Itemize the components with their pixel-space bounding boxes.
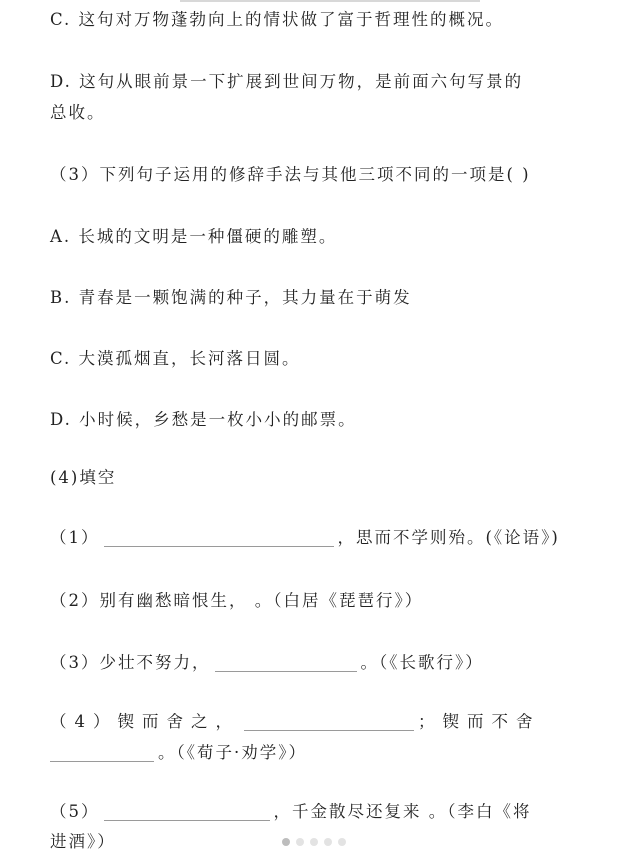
pagination-dot[interactable] bbox=[310, 838, 318, 846]
fill-4-suffix: 。（《荀子·劝学》） bbox=[158, 743, 307, 762]
fill-3-prefix: （3）少壮不努力， bbox=[50, 653, 211, 672]
pagination-dots[interactable] bbox=[282, 838, 346, 846]
fill-item-4-line-1 bbox=[50, 706, 541, 738]
pagination-dot[interactable] bbox=[296, 838, 304, 846]
question-4-title: (4)填空 bbox=[50, 468, 117, 487]
fill-item-5-line-2: 进酒》） bbox=[50, 832, 116, 851]
fill-1-suffix: ，思而不学则殆。(《论语》) bbox=[337, 528, 560, 547]
option-a: A. 长城的文明是一种僵硬的雕塑。 bbox=[50, 227, 338, 246]
fill-4-blank-1[interactable] bbox=[244, 712, 414, 731]
question-3-title: （3）下列句子运用的修辞手法与其他三项不同的一项是( ) bbox=[50, 165, 531, 184]
fill-1-prefix: （1） bbox=[50, 528, 100, 547]
fill-1-blank[interactable] bbox=[104, 528, 334, 547]
option-c: C. 大漠孤烟直，长河落日圆。 bbox=[50, 349, 301, 368]
pagination-dot[interactable] bbox=[324, 838, 332, 846]
fill-item-3 bbox=[50, 647, 484, 679]
option-c-line-1: C. 这句对万物蓬勃向上的情状做了富于哲理性的概况。 bbox=[50, 10, 505, 29]
fill-3-suffix: 。（《长歌行》） bbox=[360, 653, 484, 672]
fill-item-4-line-2 bbox=[50, 737, 307, 769]
fill-item-5-line-1 bbox=[50, 796, 532, 828]
fill-3-blank[interactable] bbox=[215, 653, 357, 672]
pagination-dot[interactable] bbox=[338, 838, 346, 846]
pagination-dot[interactable] bbox=[282, 838, 290, 846]
top-edge-mark bbox=[180, 0, 480, 2]
fill-item-1 bbox=[50, 522, 560, 554]
fill-5-blank[interactable] bbox=[104, 802, 270, 821]
option-d-line-1: D. 这句从眼前景一下扩展到世间万物，是前面六句写景的 bbox=[50, 72, 524, 91]
option-d-line-2: 总收。 bbox=[50, 103, 106, 122]
fill-4-middle: ；锲而不舍 bbox=[418, 712, 541, 731]
fill-5-prefix: （5） bbox=[50, 802, 100, 821]
fill-4-prefix: （4）锲而舍之， bbox=[50, 712, 240, 731]
fill-4-blank-2[interactable] bbox=[50, 743, 154, 762]
fill-item-2: （2）别有幽愁暗恨生， 。（白居《琵琶行》） bbox=[50, 591, 424, 610]
option-d: D. 小时候，乡愁是一枚小小的邮票。 bbox=[50, 410, 357, 429]
fill-5-suffix: ，千金散尽还复来 。（李白《将 bbox=[273, 802, 532, 821]
option-b: B. 青春是一颗饱满的种子，其力量在于萌发 bbox=[50, 288, 412, 307]
